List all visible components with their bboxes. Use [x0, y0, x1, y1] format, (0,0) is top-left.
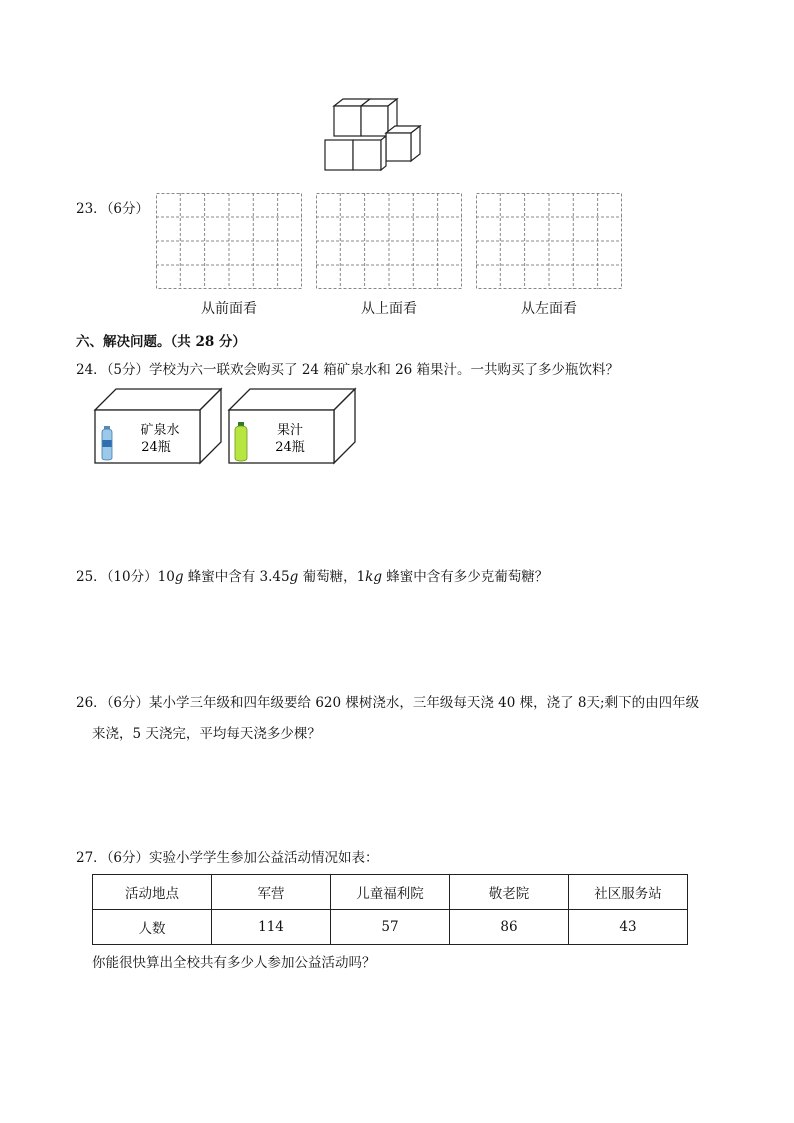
table-cell: 114	[212, 910, 331, 945]
question-26-line-2: 来浇，5 天浇完，平均每天浇多少棵？	[92, 726, 321, 742]
cube-stack-figure	[320, 96, 430, 176]
unit-kg: kg	[365, 569, 382, 585]
question-number: 27．	[76, 850, 107, 866]
juice-bottle-icon	[235, 422, 247, 461]
table-row	[93, 910, 688, 945]
water-bottle-icon	[102, 426, 112, 460]
front-view-caption: 从前面看	[201, 301, 257, 317]
question-score: （6分）	[106, 201, 150, 217]
question-text-b: 蜂蜜中含有 3.45	[183, 569, 290, 585]
table-header-row	[93, 875, 688, 910]
question-score: （5分）	[106, 362, 150, 378]
question-score: （6分）	[106, 695, 150, 711]
question-number: 23．	[76, 201, 107, 217]
question-23-label	[76, 199, 149, 219]
question-25	[76, 567, 548, 587]
question-26-line-1	[76, 693, 699, 713]
question-text: 某小学三年级和四年级要给 620 棵树浇水，三年级每天浇 40 棵，浇了 8天;剩下的由四年级	[149, 695, 700, 711]
table-header-cell: 社区服务站	[569, 875, 688, 910]
table-header-cell: 军营	[212, 875, 331, 910]
section-title: 六、解决问题。（共 28 分）	[76, 334, 246, 350]
box-1-name: 矿泉水	[140, 423, 180, 438]
question-number: 25．	[76, 569, 107, 585]
question-text: 学校为六一联欢会购买了 24 箱矿泉水和 26 箱果汁。一共购买了多少瓶饮料？	[149, 362, 620, 378]
question-text-a: 10	[157, 569, 175, 585]
top-view-caption: 从上面看	[361, 301, 417, 317]
table-cell: 57	[331, 910, 450, 945]
table-header-cell: 活动地点	[93, 875, 212, 910]
question-score: （6分）	[106, 850, 150, 866]
question-27	[76, 848, 379, 868]
question-score: （10分）	[106, 569, 158, 585]
mineral-water-box	[92, 386, 224, 468]
table-cell: 人数	[93, 910, 212, 945]
question-text-d: 蜂蜜中含有多少克葡萄糖？	[382, 569, 549, 585]
question-27-followup: 你能很快算出全校共有多少人参加公益活动吗？	[92, 955, 376, 971]
table-header-cell: 敬老院	[450, 875, 569, 910]
top-view-grid[interactable]	[316, 193, 462, 289]
left-view-caption: 从左面看	[521, 301, 577, 317]
front-view-grid[interactable]	[156, 193, 302, 289]
table-cell: 43	[569, 910, 688, 945]
question-24	[76, 360, 619, 380]
activity-table	[92, 874, 688, 945]
question-number: 24．	[76, 362, 107, 378]
question-text-c: 葡萄糖，1	[298, 569, 366, 585]
unit-g: g	[289, 569, 299, 585]
question-number: 26．	[76, 695, 107, 711]
left-view-grid[interactable]	[476, 193, 622, 289]
table-header-cell: 儿童福利院	[331, 875, 450, 910]
box-2-count: 24瓶	[275, 440, 305, 455]
question-text: 实验小学学生参加公益活动情况如表：	[149, 850, 379, 866]
box-2-name: 果汁	[276, 423, 304, 438]
table-cell: 86	[450, 910, 569, 945]
box-1-count: 24瓶	[141, 440, 171, 455]
unit-g: g	[174, 569, 184, 585]
juice-box	[226, 386, 358, 468]
